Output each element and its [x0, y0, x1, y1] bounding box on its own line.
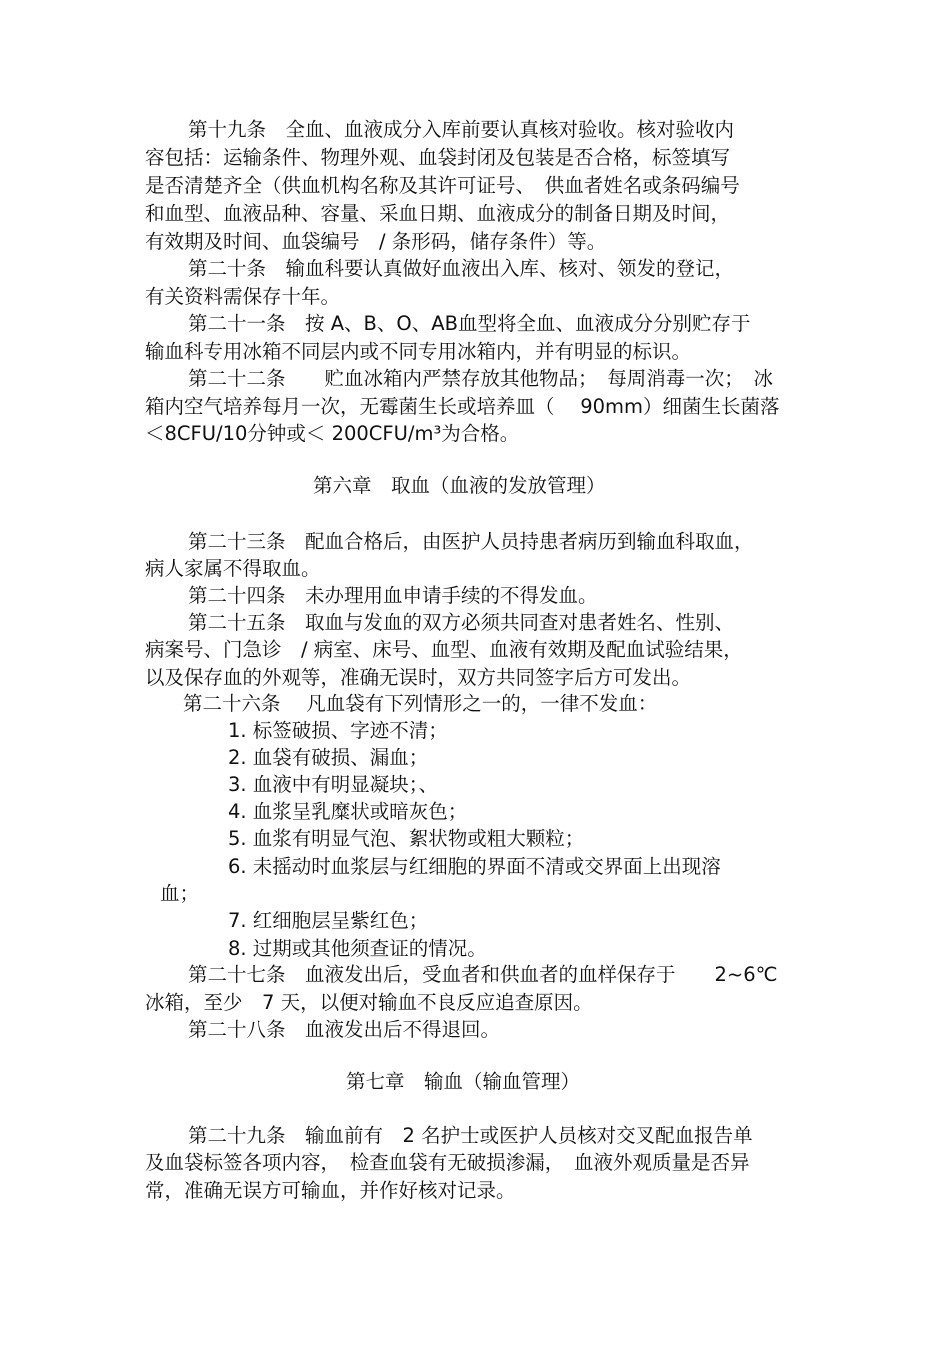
article-26-item-5: 5. 血浆有明显气泡、絮状物或粗大颗粒；	[228, 827, 585, 850]
article-22-line-2: 箱内空气培养每月一次，无霉菌生长或培养皿（ 90mm）细菌生长菌落	[145, 395, 780, 418]
article-21-line-2: 输血科专用冰箱不同层内或不同专用冰箱内，并有明显的标识。	[145, 340, 692, 363]
article-19-line-1: 第十九条 全血、血液成分入库前要认真核对验收。核对验收内	[188, 118, 735, 141]
article-23-line-1: 第二十三条 配血合格后，由医护人员持患者病历到输血科取血，	[188, 530, 754, 553]
article-28-line-1: 第二十八条 血液发出后不得退回。	[188, 1018, 501, 1041]
article-22-line-3: ＜8CFU/10分钟或＜ 200CFU/m³为合格。	[145, 422, 520, 445]
article-26-item-6-cont: 血；	[160, 882, 200, 905]
article-19-line-2: 容包括：运输条件、物理外观、血袋封闭及包装是否合格，标签填写	[145, 146, 731, 169]
article-29-line-1: 第二十九条 输血前有 2 名护士或医护人员核对交叉配血报告单	[188, 1124, 753, 1147]
article-26-item-1: 1. 标签破损、字迹不清；	[228, 719, 448, 742]
article-27-line-1: 第二十七条 血液发出后，受血者和供血者的血样保存于 2~6℃	[188, 963, 778, 986]
article-26-item-3: 3. 血液中有明显凝块；、	[228, 773, 439, 796]
article-24-line-1: 第二十四条 未办理用血申请手续的不得发血。	[188, 584, 598, 607]
article-29-line-2: 及血袋标签各项内容， 检查血袋有无破损渗漏， 血液外观质量是否异	[145, 1151, 750, 1174]
article-21-line-1: 第二十一条 按 A、B、O、AB血型将全血、血液成分分别贮存于	[188, 312, 751, 335]
article-20-line-2: 有关资料需保存十年。	[145, 285, 341, 308]
article-22-line-1: 第二十二条 贮血冰箱内严禁存放其他物品； 每周消毒一次； 冰	[188, 367, 774, 390]
article-23-line-2: 病人家属不得取血。	[145, 557, 321, 580]
article-26-item-4: 4. 血浆呈乳糜状或暗灰色；	[228, 800, 468, 823]
article-26-item-7: 7. 红细胞层呈紫红色；	[228, 909, 429, 932]
article-26-item-2: 2. 血袋有破损、漏血；	[228, 746, 429, 769]
article-25-line-1: 第二十五条 取血与发血的双方必须共同查对患者姓名、性别、	[188, 611, 735, 634]
article-19-line-4: 和血型、血液品种、容量、采血日期、血液成分的制备日期及时间，	[145, 202, 731, 225]
article-25-line-3: 以及保存血的外观等，准确无误时，双方共同签字后方可发出。	[145, 666, 692, 689]
article-20-line-1: 第二十条 输血科要认真做好血液出入库、核对、领发的登记，	[188, 257, 735, 280]
article-26-intro: 第二十六条 凡血袋有下列情形之一的，一律不发血：	[183, 692, 658, 715]
article-29-line-3: 常，准确无误方可输血，并作好核对记录。	[145, 1179, 516, 1202]
article-27-line-2: 冰箱，至少 7 天，以便对输血不良反应追查原因。	[145, 991, 593, 1014]
article-26-item-8: 8. 过期或其他须查证的情况。	[228, 937, 487, 960]
article-26-item-6: 6. 未摇动时血浆层与红细胞的界面不清或交界面上出现溶	[228, 855, 721, 878]
chapter-6-heading: 第六章 取血（血液的发放管理）	[313, 474, 606, 497]
article-25-line-2: 病案号、门急诊 / 病室、床号、血型、血液有效期及配血试验结果，	[145, 638, 743, 661]
article-19-line-5: 有效期及时间、血袋编号 / 条形码，储存条件）等。	[145, 230, 607, 253]
article-19-line-3: 是否清楚齐全（供血机构名称及其许可证号、 供血者姓名或条码编号	[145, 174, 740, 197]
chapter-7-heading: 第七章 输血（输血管理）	[346, 1070, 581, 1093]
